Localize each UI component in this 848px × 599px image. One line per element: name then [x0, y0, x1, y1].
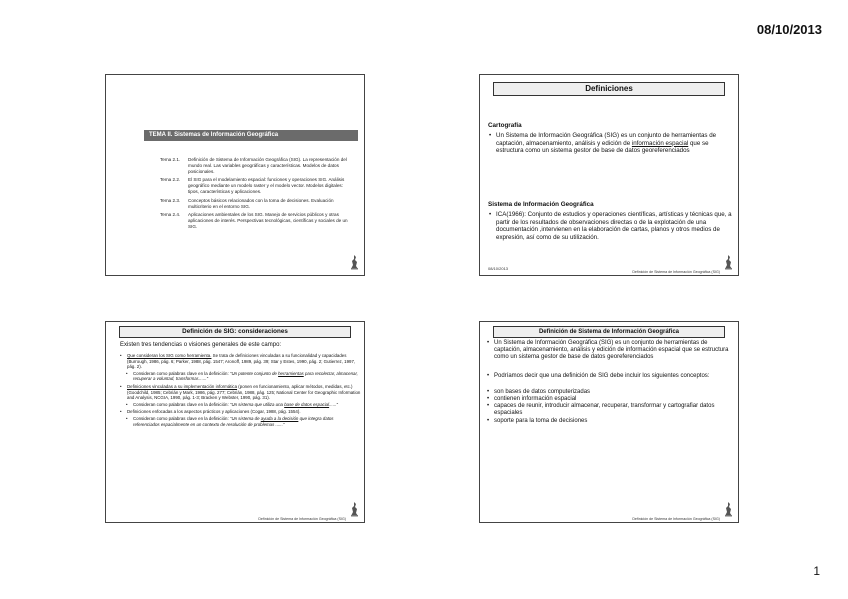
slide-3-bullet-3 [119, 409, 361, 415]
slide-1-title: TEMA II. Sistemas de Información Geográfica [144, 130, 358, 141]
slide-4-title: Definición de Sistema de Información Geográfica [493, 326, 725, 338]
slide-3-footer: Definición de Sistema de Información Geográfica (SIG) [258, 517, 346, 521]
slide-2-section-sig: Sistema de Información Geográfica [488, 201, 594, 208]
slide-2-date: 08/10/2013 [488, 266, 509, 271]
slide-3 [105, 321, 365, 523]
topic-item [160, 177, 352, 194]
underlined-term: Que consideran los SIG como herramienta. [127, 353, 212, 358]
underlined-term: Definiciones vinculadas a su implementación informática [127, 383, 238, 389]
bullet-text: (ponen en funcionamiento, aplicar métodos, medidas, etc.) (Goodchild, 1985; Cebrián y Mark, 1986, pág. 277; Cebrián, 1988, pág. 125; National Center for Geographic Information and Analysis, NCGIA, 1990, pág. 1-3; Bracken y Webster, 1990, pág. 31). [127, 383, 361, 401]
bullet-text: Consideran como palabras clave en la definición: [133, 401, 230, 407]
slide-3-subbullet-1 [119, 371, 361, 382]
university-logo-icon [350, 501, 359, 517]
slide-3-subbullet-3 [119, 416, 361, 427]
university-logo-icon [724, 254, 733, 270]
topic-text: Aplicaciones ambientales de los SIG. Manejo de servicios públicos y otras aplicaciones de interés. Perspectivas tecnológicas, científicas y sociales de un SIG. [188, 212, 348, 229]
slide-2 [479, 74, 739, 276]
slide-4-concept-list [486, 389, 730, 425]
topic-text: Conceptos básicos relacionados con la toma de decisiones. Evaluación multicriterio en el entorno SIG. [188, 197, 334, 209]
slide-2-title: Definiciones [493, 82, 725, 96]
quote-text: ......" [329, 401, 338, 407]
topic-text: Definición de Sistema de Información Geográfica (SIG). La representación del mundo real. Las variables geográficas y características. Modelos de datos posicionales. [188, 157, 347, 174]
list-item: • soporte para la toma de decisiones [486, 418, 730, 425]
page-date: 08/10/2013 [756, 22, 822, 37]
slide-3-title: Definición de SIG: consideraciones [119, 326, 351, 338]
bullet-text: Un Sistema de Información Geográfica (SIG) es un conjunto de herramientas de captación, almacenamiento, análisis y edición de [496, 132, 717, 147]
quote-text: "Un sistema que utiliza una [229, 401, 285, 407]
list-item: • son bases de datos computerizadas [486, 389, 730, 396]
slide-2-bullet-2: • ICA(1966): Conjunto de estudios y operaciones científicas, artísticas y técnicas que, a partir de los resultados de observaciones directas o de la explotación de una documentación ,intervienen en la elaboración de cartas, planos y otros medios de expresión, así como de su utilización. [488, 211, 736, 241]
slide-1 [105, 74, 365, 276]
quote-text: para recolectar, almacenar, recuperar a voluntad, transformar......." [133, 370, 358, 382]
topic-item [160, 212, 352, 229]
underlined-term: ayuda a la decisión [260, 415, 299, 421]
topic-number: Tema 2.2. [160, 177, 181, 183]
slide-3-bullet-2 [119, 384, 361, 401]
underlined-term: herramientas [278, 370, 304, 376]
topic-text: El SIG para el modelamiento espacial: funciones y operaciones SIG. Análisis geográfico mediante un modelo raster y el modelo vector. Modelos digitales: tipos, características y aplicaciones. [188, 177, 345, 194]
slide-4-footer: Definición de Sistema de Información Geográfica (SIG) [632, 517, 720, 521]
topic-number: Tema 2.4. [160, 212, 181, 218]
page-number: 1 [813, 564, 820, 578]
slide-3-bullet-1 [119, 353, 361, 370]
bullet-text: Definiciones enfocadas a los aspectos prácticos y aplicaciones (Cogar, 1988, pág. 1554). [127, 409, 301, 415]
underlined-term: información espacial [631, 139, 689, 147]
quote-text: "Un sistema de [229, 415, 261, 421]
slide-1-topic-list [160, 157, 352, 230]
underlined-term: base de datos espacial [284, 401, 330, 407]
slide-2-bullet-1 [488, 132, 736, 155]
slide-4-para-1: • Un Sistema de Información Geográfica (SIG) es un conjunto de herramientas de captación, almacenamiento, análisis y edición de información espacial que se estructura como un sistema gestor de base de datos georeferenciados [486, 340, 730, 362]
list-item: • contienen información espacial [486, 396, 730, 403]
slide-2-footer: Definición de Sistema de Información Geográfica (SIG) [632, 270, 720, 274]
slide-3-intro: Existen tres tendencias o visiones generales de este campo: [120, 342, 282, 348]
topic-item [160, 157, 352, 174]
bullet-text: que se estructura como un sistema gestor de base de datos georeferenciados [496, 139, 709, 155]
university-logo-icon [724, 501, 733, 517]
list-item: • capaces de reunir, introducir almacenar, recuperar, transformar y cartografiar datos espaciales [486, 403, 730, 417]
topic-item [160, 198, 352, 210]
slide-4-body [486, 340, 730, 425]
slide-3-body [119, 353, 361, 427]
bullet-text: Consideran como palabras clave en la definición: [133, 415, 230, 421]
university-logo-icon [350, 254, 359, 270]
slide-3-subbullet-2 [119, 402, 361, 408]
quote-text: "Un potente conjunto de [229, 370, 279, 376]
topic-number: Tema 2.1. [160, 157, 181, 162]
bullet-text: Consideran como palabras clave en la definición: [133, 370, 230, 376]
quote-text: que integra datos referenciados espacialmente en un contexto de resolución de problemas ......" [133, 415, 334, 427]
topic-number: Tema 2.3. [160, 197, 181, 203]
slide-4 [479, 321, 739, 523]
slide-4-para-2: • Podríamos decir que una definición de SIG debe incluir los siguientes conceptos: [486, 373, 730, 380]
bullet-text: Se trata de definiciones vinculadas a su funcionalidad y capacidades (Burrough, 1986, pág. 6; Parker, 1988, pág. 1547; Aronoff, 1989, pág. 39; Star y Estes, 1990, pág. 2; Gutierrez, 1997, pág. 2). [127, 353, 356, 370]
slide-2-section-cartografia: Cartografía [488, 122, 522, 129]
